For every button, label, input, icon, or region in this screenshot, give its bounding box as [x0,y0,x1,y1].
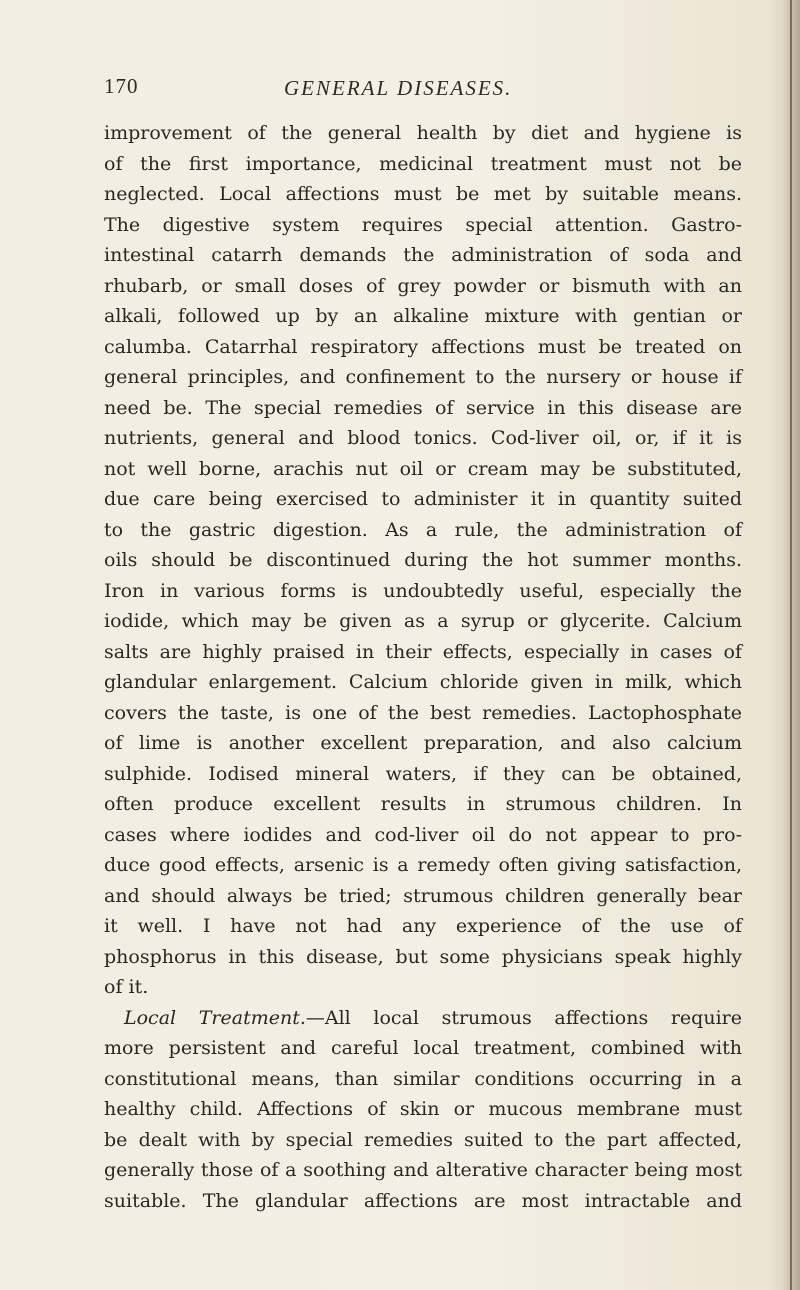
text-line: neglected. Local affections must be met by suitable means. [104,183,742,205]
text-line: improvement of the general health by diet and hygiene is [104,122,742,144]
text-line: phosphorus in this disease, but some physicians speak highly [104,945,742,968]
text-line: oils should be discontinued during the hot summer months. [104,549,742,571]
text-line: of lime is another excellent preparation, and also calcium [104,732,742,754]
text-line: generally those of a soothing and alterative character being most [104,1159,742,1181]
text-line: general principles, and confinement to the nursery or house if [104,366,742,388]
text-line: iodide, which may be given as a syrup or glycerite. Calcium [104,610,742,632]
text-line: to the gastric digestion. As a rule, the administration of [104,518,742,541]
text-line: nutrients, general and blood tonics. Cod-liver oil, or, if it is [104,427,742,449]
text-line: alkali, followed up by an alkaline mixture with gentian or [104,305,742,327]
text-line: due care being exercised to administer it in quantity suited [104,488,742,510]
text-line: healthy child. Affections of skin or mucous membrane must [104,1098,742,1120]
section-heading: Local Treatment. [124,1006,306,1029]
text-line: not well borne, arachis nut oil or cream may be substituted, [104,457,742,480]
text-line: rhubarb, or small doses of grey powder or bismuth with an [104,274,742,297]
text-line: glandular enlargement. Calcium chloride given in milk, which [104,671,742,693]
page-number: 170 [104,74,139,98]
text-line: be dealt with by special remedies suited to the part affected, [104,1128,742,1151]
text-line: it well. I have not had any experience of the use of [104,915,742,937]
text-line: constitutional means, than similar conditions occurring in a [104,1067,742,1090]
text-line: intestinal catarrh demands the administration of soda and [104,244,742,266]
text-line: Iron in various forms is undoubtedly useful, especially the [104,579,742,602]
text-line: calumba. Catarrhal respiratory affections must be treated on [104,335,742,358]
text-line: of the first importance, medicinal treatment must not be [104,152,742,175]
text-line: salts are highly praised in their effects, especially in cases of [104,640,742,663]
running-title: GENERAL DISEASES. [284,76,513,100]
text-line: more persistent and careful local treatment, combined with [104,1037,742,1059]
text-line: need be. The special remedies of service in this disease are [104,396,742,419]
body-text [104,118,742,1216]
text-line: often produce excellent results in strumous children. In [104,793,742,815]
text-line: cases where iodides and cod-liver oil do not appear to pro- [104,823,742,846]
text-line: The digestive system requires special attention. Gastro- [104,213,742,236]
section-first-line [104,1003,742,1034]
text-line: duce good effects, arsenic is a remedy often giving satisfaction, [104,854,742,876]
page-header [104,74,744,110]
text-line: suitable. The glandular affections are most intractable and [104,1189,742,1212]
paragraph-end-line: of it. [104,976,149,998]
page-edge-line [790,0,792,1290]
text-line: and should always be tried; strumous children generally bear [104,884,742,907]
section-first-line-text: —All local strumous affections require [305,1006,742,1029]
text-line: covers the taste, is one of the best remedies. Lactophosphate [104,701,742,724]
text-line: sulphide. Iodised mineral waters, if they can be obtained, [104,762,742,785]
